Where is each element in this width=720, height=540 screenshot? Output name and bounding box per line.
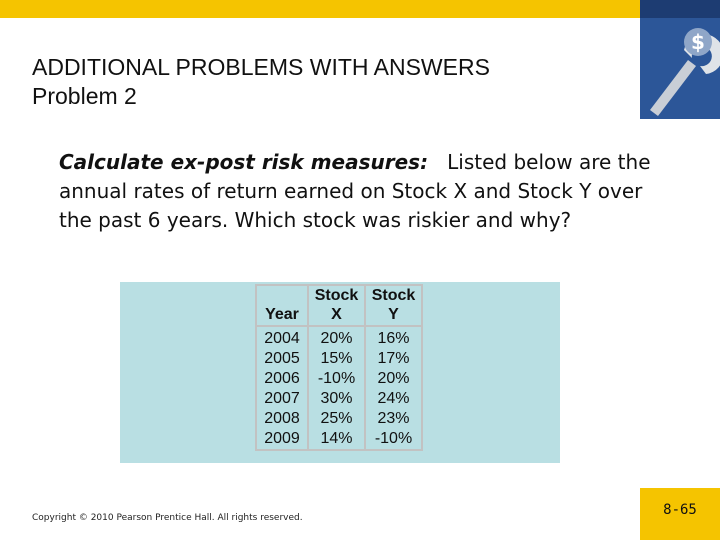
page-number-badge [640, 488, 720, 540]
header-stock-y [365, 285, 422, 326]
year-cell: 2008 [264, 410, 300, 427]
stock-x-cell: 15% [320, 350, 353, 367]
title-line-1: ADDITIONAL PROBLEMS WITH ANSWERS [32, 54, 490, 80]
problem-statement [59, 148, 679, 235]
returns-table [255, 284, 423, 451]
header-stock-y-line1: Stock [371, 287, 416, 304]
copyright-notice: Copyright © 2010 Pearson Prentice Hall. All rights reserved. [32, 513, 303, 523]
stock-x-cell: 14% [320, 430, 353, 447]
stock-x-cell: -10% [317, 370, 356, 387]
header-stock-y-line2: Y [388, 306, 399, 323]
year-cell: 2009 [264, 430, 300, 447]
year-cell: 2005 [264, 350, 300, 367]
svg-text:$: $ [691, 30, 705, 54]
table-header-row [256, 285, 422, 326]
table-data-block [256, 326, 422, 450]
stock-x-column [308, 326, 365, 450]
slide-title [32, 53, 490, 111]
stock-y-cell: 16% [377, 330, 410, 347]
wrench-dollar-icon [640, 0, 720, 119]
stock-x-cell: 25% [320, 410, 353, 427]
year-cell: 2007 [264, 390, 300, 407]
year-cell: 2006 [264, 370, 300, 387]
stock-x-cell: 20% [320, 330, 353, 347]
page-number: 8-65 [663, 502, 697, 518]
stock-y-cell: -10% [374, 430, 413, 447]
stock-y-cell: 23% [377, 410, 410, 427]
year-column [256, 326, 308, 450]
year-cell: 2004 [264, 330, 300, 347]
stock-y-cell: 17% [377, 350, 410, 367]
stock-x-cell: 30% [320, 390, 353, 407]
header-year [256, 285, 308, 326]
title-line-2: Problem 2 [32, 83, 137, 109]
header-stock-x [308, 285, 365, 326]
returns-table-panel [120, 282, 560, 463]
problem-text: Listed below are the annual rates of return earned on Stock X and Stock Y over the past 6 years. Which stock was riskier and why? [59, 150, 651, 232]
stock-y-column [365, 326, 422, 450]
problem-lead: Calculate ex-post risk measures: [59, 150, 429, 174]
stock-y-cell: 24% [377, 390, 410, 407]
stock-y-cell: 20% [377, 370, 410, 387]
header-stock-x-line1: Stock [314, 287, 359, 304]
top-accent-bar [0, 0, 640, 18]
header-year-label: Year [265, 306, 299, 323]
header-stock-x-line2: X [331, 306, 342, 323]
